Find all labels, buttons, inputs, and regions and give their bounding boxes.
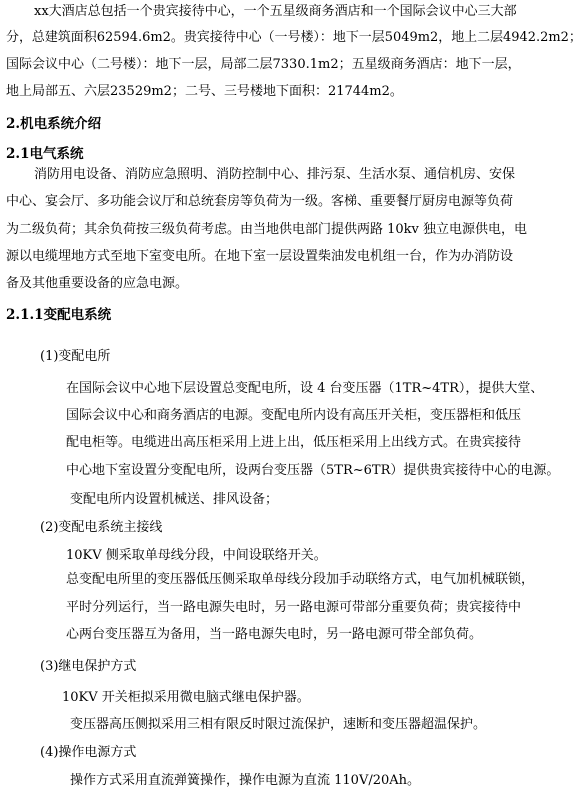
paragraph-line: 10KV 开关柜拟采用微电脑式继电保护器。 [62,690,310,705]
subsection-heading: 2.1电气系统 [6,146,84,162]
paragraph-line: 中心地下室设置分变配电所，设两台变压器（5TR~6TR）提供贵宾接待中心的电源。 [66,463,560,478]
paragraph-line: 国际会议中心和商务酒店的电源。变配电所内设有高压开关柜，变压器柜和低压 [66,408,522,423]
paragraph-line: 变配电所内设置机械送、排风设备； [70,492,279,507]
paragraph-line: 操作方式采用直流弹簧操作，操作电源为直流 110V/20Ah。 [70,773,421,788]
paragraph-line: xx大酒店总包括一个贵宾接待中心，一个五星级商务酒店和一个国际会议中心三大部 [34,4,517,19]
paragraph-line: 备及其他重要设备的应急电源。 [6,276,189,291]
subsection-heading: 2.1.1变配电系统 [6,307,112,323]
paragraph-line: 10KV 侧采取单母线分段，中间设联络开关。 [66,548,327,563]
paragraph-line: 源以电缆埋地方式至地下室变电所。在地下室一层设置柴油发电机组一台，作为办消防设 [6,249,514,264]
list-heading: (4)操作电源方式 [40,745,137,760]
paragraph-line: 平时分列运行，当一路电源失电时，另一路电源可带部分重要负荷；贵宾接待中 [66,600,522,615]
paragraph-line: 心两台变压器互为备用，当一路电源失电时，另一路电源可带全部负荷。 [66,627,483,642]
paragraph-line: 配电柜等。电缆进出高压柜采用上进上出，低压柜采用上出线方式。在贵宾接待 [66,435,522,450]
paragraph-line: 总变配电所里的变压器低压侧采取单母线分段加手动联络方式，电气加机械联锁， [66,572,535,587]
paragraph-line: 分，总建筑面积62594.6m2。贵宾接待中心（一号楼）：地下一层5049m2，地上二层4942.2m2； [6,30,582,45]
paragraph-line: 为二级负荷；其余负荷按三级负荷考虑。由当地供电部门提供两路 10kv 独立电源供电，电 [6,222,528,237]
paragraph-line: 中心、宴会厅、多功能会议厅和总统套房等负荷为一级。客梯、重要餐厅厨房电源等负荷 [6,194,514,209]
list-heading: (2)变配电系统主接线 [40,520,163,535]
list-heading: (1)变配电所 [40,349,111,364]
list-heading: (3)继电保护方式 [40,659,137,674]
paragraph-line: 消防用电设备、消防应急照明、消防控制中心、排污泵、生活水泵、通信机房、安保 [34,167,516,182]
paragraph-line: 国际会议中心（二号楼）：地下一层，局部二层7330.1m2；五星级商务酒店：地下一层， [6,57,521,72]
section-heading: 2.机电系统介绍 [6,116,102,132]
paragraph-line: 地上局部五、六层23529m2；二号、三号楼地下面积：21744m2。 [6,84,403,99]
paragraph-line: 变压器高压侧拟采用三相有限反时限过流保护，速断和变压器超温保护。 [70,717,487,732]
paragraph-line: 在国际会议中心地下层设置总变配电所，设 4 台变压器（1TR~4TR），提供大堂、 [66,381,544,396]
